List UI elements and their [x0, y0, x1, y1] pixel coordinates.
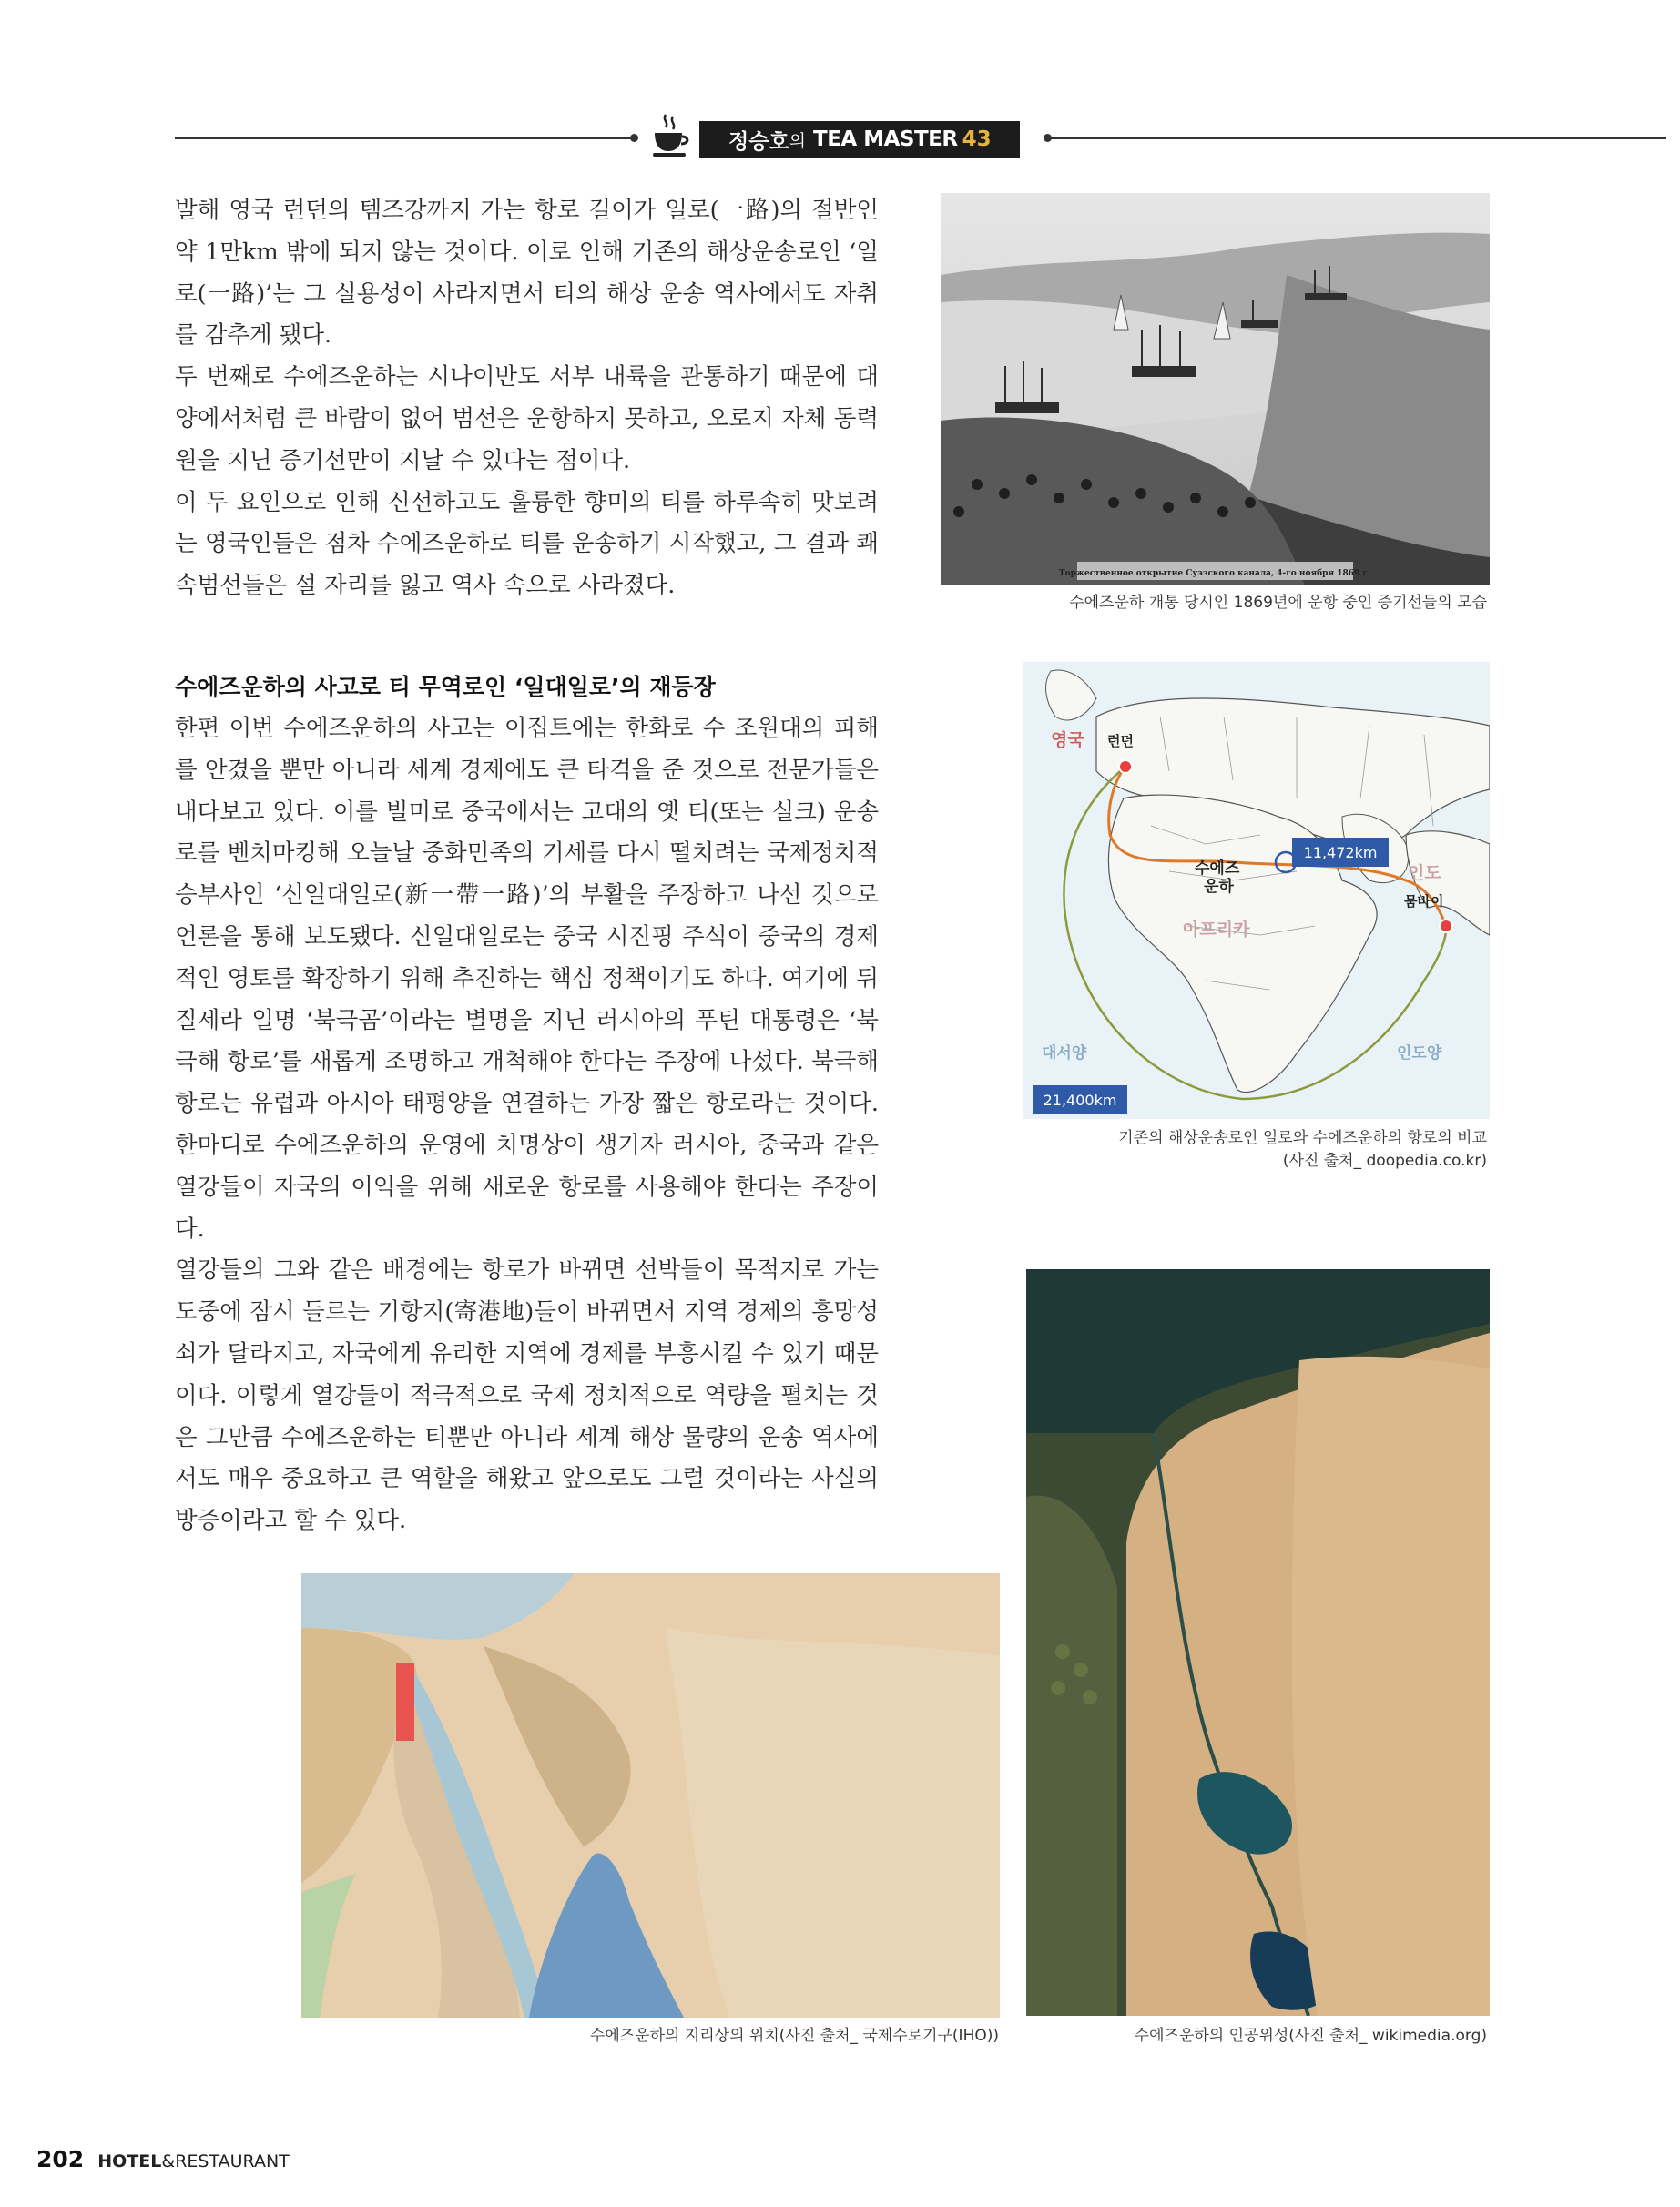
label-indian-ocean: 인도양: [1397, 1044, 1442, 1063]
geo-map-caption: 수에즈운하의 지리상의 위치(사진 출처_ 국제수로기구(IHO)): [589, 2027, 999, 2045]
label-london: 런던: [1107, 733, 1134, 749]
route-comparison-map: [1023, 662, 1490, 1119]
route-map-caption-line1: 기존의 해상운송로인 일로와 수에즈운하의 항로의 비교: [1118, 1129, 1487, 1147]
page-number: 202: [36, 2146, 85, 2172]
label-mumbai: 뭄바이: [1404, 893, 1444, 910]
paragraph-1: 발해 영국 런던의 템즈강까지 가는 항로 길이가 일로(一路)의 절반인 약 1만km 밖에 되지 않는 것이다. 이로 인해 기존의 해상운송로인 ‘일로(一路)’는 그 실용성이 사라지면서 티의 해상 운송 역사에서도 자취를 감추게 됐다.: [175, 197, 879, 350]
teacup-icon: [651, 113, 691, 158]
header-rule-dot-left: [630, 134, 638, 142]
label-africa: 아프리카: [1183, 920, 1250, 940]
paragraph-3: 이 두 요인으로 인해 신선하고도 훌륭한 향미의 티를 하루속히 맛보려는 영국인들은 점차 수에즈운하로 티를 운송하기 시작했고, 그 결과 쾌속범선들은 설 자리를 잃고 역사 속으로 사라졌다.: [175, 488, 879, 600]
issue-number: 43: [962, 127, 992, 151]
author-particle: 의: [789, 130, 807, 151]
label-suez: 수에즈 운하: [1195, 859, 1240, 896]
suez-opening-engraving: [941, 193, 1490, 585]
section-heading: 수에즈운하의 사고로 티 무역로인 ‘일대일로’의 재등장: [175, 674, 716, 700]
label-india: 인도: [1408, 863, 1441, 883]
london-marker: [1119, 760, 1132, 773]
cape-distance: 21,400km: [1043, 1092, 1117, 1109]
canal-marker-bar: [396, 1663, 414, 1741]
magazine-name-amp: &: [161, 2151, 176, 2171]
engraving-caption: 수에즈운하 개통 당시인 1869년에 운항 중인 증기선들의 모습: [1069, 594, 1487, 612]
series-banner: [699, 121, 1020, 158]
header-rule-left: [175, 137, 635, 139]
header-rule-right: [1045, 137, 1666, 139]
magazine-name-bold: HOTEL: [97, 2151, 162, 2171]
series-title: TEA MASTER: [813, 127, 958, 151]
label-atlantic: 대서양: [1042, 1044, 1087, 1063]
label-uk: 영국: [1051, 730, 1084, 750]
suez-geographic-map: [301, 1573, 1000, 2018]
magazine-name: [97, 2151, 290, 2171]
paragraph-5: 열강들의 그와 같은 배경에는 항로가 바뀌면 선박들이 목적지로 가는 도중에 잠시 들르는 기항지(寄港地)들이 바뀌면서 지역 경제의 흥망성쇠가 달라지고, 자국에게 유리한 지역에 경제를 부흥시킬 수 있기 때문이다. 이렇게 열강들이 적극적으로 국제 정치적으로 역량을 펼치는 것은 그만큼 수에즈운하는 티뿐만 아니라 세계 해상 물량의 운송 역사에서도 매우 중요하고 큰 역할을 해왔고 앞으로도 그럴 것이라는 사실의 방증이라고 할 수 있다.: [175, 1256, 879, 1535]
article-column-top: [175, 190, 879, 607]
suez-distance: 11,472km: [1303, 844, 1378, 861]
route-map-caption: [1118, 1127, 1487, 1173]
mumbai-marker: [1440, 920, 1452, 932]
paragraph-4: 한편 이번 수에즈운하의 사고는 이집트에는 한화로 수 조원대의 피해를 안겼을 뿐만 아니라 세계 경제에도 큰 타격을 준 것으로 전문가들은 내다보고 있다. 이를 빌미로 중국에서는 고대의 옛 티(또는 실크) 운송로를 벤치마킹해 오늘날 중화민족의 기세를 다시 떨치려는 국제정치적 승부사인 ‘신일대일로(新一帶一路)’의 부활을 주장하고 나선 것으로 언론을 통해 보도됐다. 신일대일로는 중국 시진핑 주석이 중국의 경제적인 영토를 확장하기 위해 추진하는 핵심 정책이기도 하다. 여기에 뒤질세라 일명 ‘북극곰’이라는 별명을 지닌 러시아의 푸틴 대통령은 ‘북극해 항로’를 새롭게 조명하고 개척해야 한다는 주장에 나섰다. 북극해 항로는 유럽과 아시아 태평양을 연결하는 가장 짧은 항로라는 것이다. 한마디로 수에즈운하의 운영에 치명상이 생기자 러시아, 중국과 같은 열강들이 자국의 이익을 위해 새로운 항로를 사용해야 한다는 주장이다.: [175, 715, 879, 1243]
paragraph-2: 두 번째로 수에즈운하는 시나이반도 서부 내륙을 관통하기 때문에 대양에서처럼 큰 바람이 없어 범선은 운항하지 못하고, 오로지 자체 동력원을 지닌 증기선만이 지날 수 있다는 점이다.: [175, 363, 879, 474]
suez-satellite-image: [1026, 1269, 1490, 2016]
satellite-caption: 수에즈운하의 인공위성(사진 출처_ wikimedia.org): [1134, 2027, 1487, 2045]
page-footer: [36, 2146, 290, 2172]
magazine-name-rest: RESTAURANT: [175, 2151, 290, 2171]
article-column-bottom: [175, 666, 879, 1542]
engraving-inscription: Торжественное открытие Суэзского канала, 4-го ноября 1869 г.: [1058, 569, 1371, 578]
route-map-caption-line2: (사진 출처_ doopedia.co.kr): [1282, 1152, 1487, 1170]
author-name: 정승호: [728, 129, 789, 154]
